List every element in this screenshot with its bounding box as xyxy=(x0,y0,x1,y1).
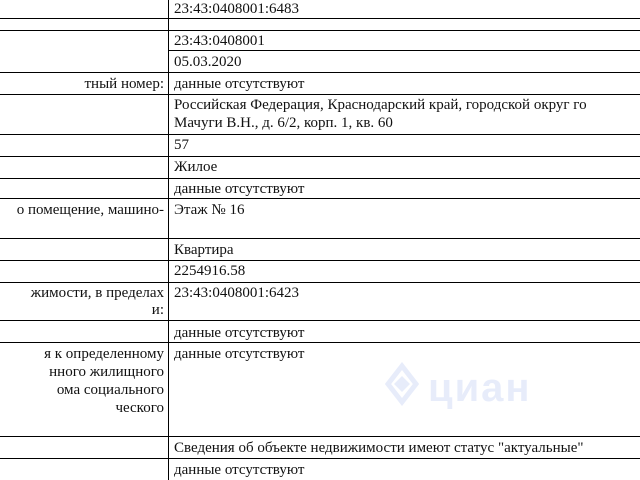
row-border xyxy=(0,18,640,19)
row-border xyxy=(0,238,640,239)
row-border xyxy=(0,260,640,261)
cadastral-quarter-value: 23:43:0408001 xyxy=(174,33,265,49)
purpose-value: Жилое xyxy=(174,159,218,175)
previous-number-value: данные отсутствуют xyxy=(174,76,305,92)
parent-object-label-line-2: и: xyxy=(151,302,164,318)
row-border xyxy=(0,198,640,199)
row-border xyxy=(168,50,640,51)
social-housing-label-line-4: ческого xyxy=(115,400,164,416)
row-border xyxy=(0,282,640,283)
row-border xyxy=(0,342,640,343)
registration-date-value: 05.03.2020 xyxy=(174,54,242,70)
row-border xyxy=(0,320,640,321)
parent-object-label-line-1: жимости, в пределах xyxy=(30,285,164,301)
cadastral-cost-value: 2254916.58 xyxy=(174,263,246,279)
previous-number-label: тный номер: xyxy=(84,76,164,92)
social-housing-label-line-1: я к определенному xyxy=(44,346,164,362)
row-border xyxy=(0,30,640,31)
premises-type-value: Квартира xyxy=(174,242,234,258)
floor-label: о помещение, машино- xyxy=(16,202,164,218)
related-objects-value: данные отсутствуют xyxy=(174,325,305,341)
row-border xyxy=(0,178,640,179)
area-value: 57 xyxy=(174,137,189,153)
row-border xyxy=(0,156,640,157)
floor-value: Этаж № 16 xyxy=(174,202,245,218)
cadastral-number-value: 23:43:0408001:6483 xyxy=(174,1,300,17)
row-border xyxy=(0,134,640,135)
watermark-text: циан xyxy=(428,366,532,410)
row-border xyxy=(0,458,640,459)
record-status-value: Сведения об объекте недвижимости имеют статус "актуальные" xyxy=(174,440,584,456)
social-housing-label-line-3: ома социального xyxy=(56,382,164,398)
social-housing-label-line-2: нного жилищного xyxy=(49,364,164,380)
parent-object-value: 23:43:0408001:6423 xyxy=(174,285,300,301)
name-value: данные отсутствуют xyxy=(174,181,305,197)
social-housing-value: данные отсутствуют xyxy=(174,346,305,362)
row-border xyxy=(0,94,640,95)
special-notes-value: данные отсутствуют xyxy=(174,462,305,478)
address-line-2: Мачуги В.Н., д. 6/2, корп. 1, кв. 60 xyxy=(174,115,393,131)
row-border xyxy=(0,436,640,437)
address-line-1: Российская Федерация, Краснодарский край, городской округ го xyxy=(174,97,587,113)
row-border xyxy=(0,72,640,73)
